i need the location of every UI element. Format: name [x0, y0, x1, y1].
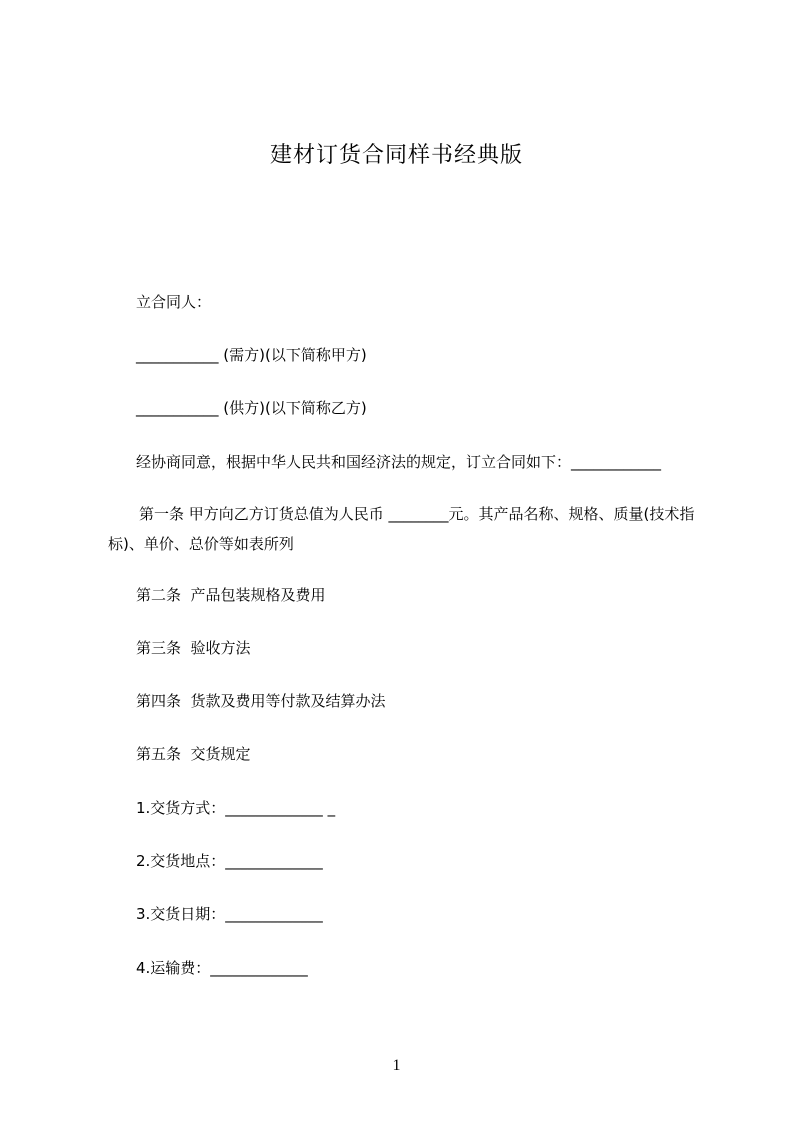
- transport-fee: 4.运输费：_____________: [136, 959, 308, 977]
- article-2: 第二条 产品包装规格及费用: [136, 586, 326, 604]
- parties-intro: 立合同人：: [136, 293, 212, 311]
- party-b-line: ___________ (供方)(以下简称乙方): [136, 399, 367, 417]
- agreement-line: 经协商同意，根据中华人民共和国经济法的规定，订立合同如下：____________: [136, 453, 662, 471]
- article-4: 第四条 货款及费用等付款及结算办法: [136, 692, 386, 710]
- article-1: 第一条 甲方向乙方订货总值为人民币 ________元。其产品名称、规格、质量(技术指标)、单价、总价等如表所列: [108, 505, 695, 553]
- article-3: 第三条 验收方法: [136, 639, 251, 657]
- article-5: 第五条 交货规定: [136, 745, 251, 763]
- delivery-location: 2.交货地点：_____________: [136, 852, 323, 870]
- delivery-method: 1.交货方式：_____________ _: [136, 799, 336, 817]
- party-a-line: ___________ (需方)(以下简称甲方): [136, 346, 367, 364]
- page-number: 1: [392, 1057, 401, 1074]
- delivery-date: 3.交货日期：_____________: [136, 905, 323, 923]
- document-title: 建材订货合同样书经典版: [269, 143, 523, 168]
